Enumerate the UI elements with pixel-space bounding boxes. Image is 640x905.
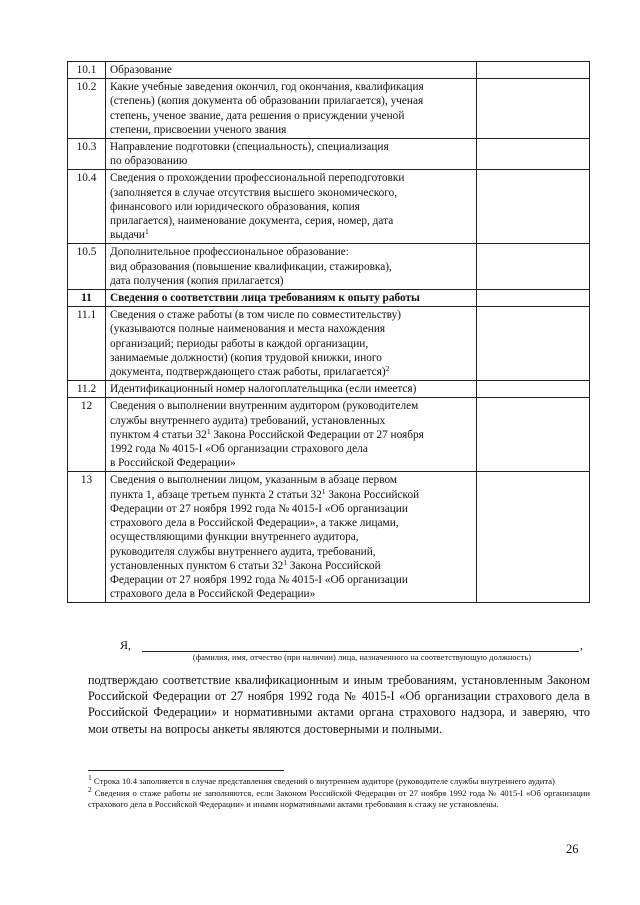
footnote bbox=[88, 785, 590, 810]
row-text-part: Закона Российской Федерации от 27 ноября 1992 года № 4015-I «Об организации страхового дела в Российской Федерации» bbox=[110, 559, 408, 601]
signature-comma: , bbox=[580, 638, 583, 652]
row-text-part: Закона Российской Федерации от 27 ноября 1992 года № 4015-I «Об организации страхового дела в Российской Федерации» bbox=[110, 428, 424, 470]
answer-cell[interactable] bbox=[477, 472, 590, 603]
answer-cell bbox=[477, 290, 590, 307]
table-row bbox=[68, 307, 590, 381]
row-text: Образование bbox=[106, 62, 477, 79]
section-heading-row bbox=[68, 290, 590, 307]
row-number: 13 bbox=[68, 472, 106, 603]
table-row bbox=[68, 139, 590, 170]
name-fill-line[interactable] bbox=[142, 651, 579, 652]
table-row bbox=[68, 381, 590, 398]
row-number: 10.5 bbox=[68, 244, 106, 290]
row-text-part: Закона Российской Федерации от 27 ноября 1992 года № 4015-I «Об организации страхового дела в Российской Федерации», а также лицами, осуществляющими функции внутреннего аудитора, руководителя службы внутреннего аудита, требований, установленных пунктом 6 статьи 32 bbox=[110, 488, 420, 572]
superscript: 1 bbox=[206, 426, 211, 436]
answer-cell[interactable] bbox=[477, 62, 590, 79]
footnote-mark: 2 bbox=[88, 785, 92, 794]
row-text-part: Сведения о выполнении лицом, указанным в абзаце первом пункта 1, абзаце третьем пункта 2 статьи 32 bbox=[110, 474, 398, 501]
row-text: Сведения о стаже работы (в том числе по совместительству) (указываются полные наименования и места нахождения организаций; периоды работы в каждой организации, занимаемые должности) (копия трудовой книжки, иного документа, подтверждающего стаж работы, прилагается) bbox=[110, 309, 402, 379]
footnote-text: Строка 10.4 заполняется в случае представления сведений о внутреннем аудиторе (руководителе службы внутреннего аудита) bbox=[91, 776, 555, 786]
answer-cell[interactable] bbox=[477, 381, 590, 398]
row-text: Какие учебные заведения окончил, год окончания, квалификация (степень) (копия документа об образовании прилагается), ученая степень, ученое звание, дата решения о присуждении ученой степени, присвоении ученого звания bbox=[106, 79, 477, 139]
answer-cell[interactable] bbox=[477, 244, 590, 290]
row-text-cell bbox=[106, 170, 477, 244]
row-text-cell bbox=[106, 472, 477, 603]
table-row bbox=[68, 472, 590, 603]
row-number: 10.2 bbox=[68, 79, 106, 139]
table-row bbox=[68, 398, 590, 472]
row-text-cell bbox=[106, 307, 477, 381]
footnote-reference: 1 bbox=[144, 227, 149, 237]
superscript: 1 bbox=[283, 557, 287, 567]
footnote-divider bbox=[88, 770, 284, 771]
answer-cell[interactable] bbox=[477, 398, 590, 472]
row-number: 12 bbox=[68, 398, 106, 472]
row-number: 11 bbox=[68, 290, 106, 307]
answer-cell[interactable] bbox=[477, 307, 590, 381]
row-number: 10.1 bbox=[68, 62, 106, 79]
row-text: Направление подготовки (специальность), специализация по образованию bbox=[106, 139, 477, 170]
table-row bbox=[68, 62, 590, 79]
footnote bbox=[88, 773, 590, 787]
row-text: Идентификационный номер налогоплательщика (если имеется) bbox=[106, 381, 477, 398]
row-text: Сведения о прохождении профессиональной переподготовки (заполняется в случае отсутствия высшего экономического, финансового или юридического образования, копия прилагается), наименование документа, серия, номер, дата выдачи bbox=[110, 172, 405, 242]
row-text-cell bbox=[106, 398, 477, 472]
row-number: 11.2 bbox=[68, 381, 106, 398]
row-text: Дополнительное профессиональное образование: вид образования (повышение квалификации, стажировка), дата получения (копия прилагается) bbox=[106, 244, 477, 290]
row-number: 11.1 bbox=[68, 307, 106, 381]
row-number: 10.4 bbox=[68, 170, 106, 244]
footnote-text: Сведения о стаже работы не заполняются, если Законом Российской Федерации от 27 ноября 1992 года № 4015-I «Об организации страхового дела в Российской Федерации» и иными нормативными актами требования к стажу не установлены. bbox=[88, 788, 590, 809]
row-text-part: Сведения о выполнении внутренним аудитором (руководителем службы внутреннего аудита) требований, установленных пунктом 4 статьи 32 bbox=[110, 400, 419, 441]
footnotes bbox=[88, 773, 590, 811]
footnote-mark: 1 bbox=[88, 773, 92, 782]
page-number: 26 bbox=[566, 842, 579, 856]
confirmation-paragraph: подтверждаю соответствие квалификационным и иным требованиям, установленным Законом Российской Федерации от 27 ноября 1992 года № 4015-I «Об организации страхового дела в Российской Федерации» и нормативными актами органа страхового надзора, и заверяю, что мои ответы на вопросы анкеты являются достоверными и полными. bbox=[88, 673, 590, 736]
superscript: 1 bbox=[321, 486, 326, 496]
name-field-caption: (фамилия, имя, отчество (при наличии) лица, назначенного на соответствующую должность) bbox=[192, 653, 532, 662]
row-number: 10.3 bbox=[68, 139, 106, 170]
answer-cell[interactable] bbox=[477, 139, 590, 170]
table-row bbox=[68, 170, 590, 244]
row-text: Сведения о соответствии лица требованиям к опыту работы bbox=[106, 290, 477, 307]
table-row bbox=[68, 79, 590, 139]
answer-cell[interactable] bbox=[477, 79, 590, 139]
footnote-reference: 2 bbox=[385, 364, 390, 374]
questionnaire-table bbox=[67, 61, 590, 603]
answer-cell[interactable] bbox=[477, 170, 590, 244]
signature-prefix: Я, bbox=[120, 638, 132, 652]
table-row bbox=[68, 244, 590, 290]
